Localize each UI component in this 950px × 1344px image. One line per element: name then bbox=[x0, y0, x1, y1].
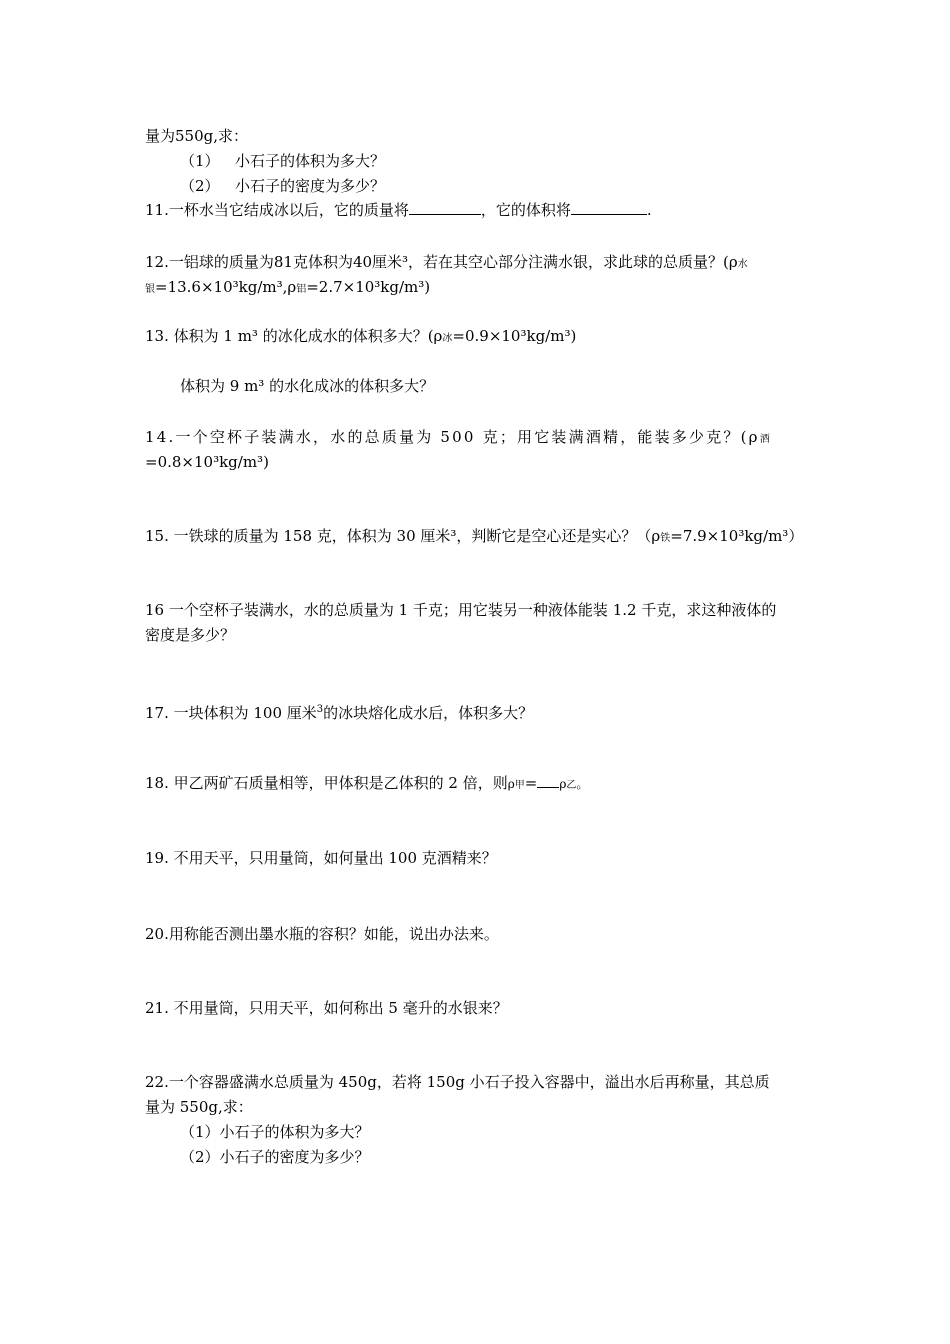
question-18-subscript-2: 乙 bbox=[566, 780, 577, 791]
question-16-line-1: 16 一个空杯子装满水，水的总质量为 1 千克；用它装另一种液体能装 1.2 千克，求这种液体的 bbox=[145, 601, 777, 619]
question-11 bbox=[145, 200, 652, 220]
question-17-text-b: 的冰块熔化成水后，体积多大？ bbox=[323, 704, 534, 722]
question-12-value-a: =13.6×10³kg/m³,ρ bbox=[155, 278, 297, 296]
question-12-subscript-2: 银 bbox=[145, 284, 155, 295]
subquestion-1-text: 小石子的体积为多大？ bbox=[235, 152, 386, 170]
question-16-line-2: 密度是多少？ bbox=[145, 626, 236, 644]
question-11-text-b: ，它的体积将 bbox=[480, 201, 571, 219]
question-18-text: 18. 甲乙两矿石质量相等，甲体积是乙体积的 2 倍，则 bbox=[145, 774, 508, 792]
question-11-text-c: . bbox=[646, 201, 652, 219]
question-22-line-1: 22.一个容器盛满水总质量为 450g，若将 150g 小石子投入容器中，溢出水后再称量，其总质 bbox=[145, 1073, 770, 1091]
question-21: 21. 不用量筒，只用天平，如何称出 5 毫升的水银来？ bbox=[145, 999, 508, 1017]
question-13-text: 13. 体积为 1 m³ 的冰化成水的体积多大？(ρ bbox=[145, 327, 443, 345]
question-13 bbox=[145, 326, 576, 349]
question-12-line-1 bbox=[145, 252, 748, 275]
question-12-text: 12.一铝球的质量为81克体积为40厘米³，若在其空心部分注满水银，求此球的总质量？(ρ bbox=[145, 253, 738, 271]
question-18 bbox=[145, 773, 588, 796]
question-15 bbox=[145, 526, 803, 549]
answer-blank-3[interactable] bbox=[537, 773, 559, 788]
rho-symbol-2: ρ bbox=[559, 777, 567, 791]
question-20: 20.用称能否测出墨水瓶的容积？如能，说出办法来。 bbox=[145, 925, 499, 943]
answer-blank-2[interactable] bbox=[571, 200, 647, 215]
question-15-subscript: 铁 bbox=[660, 533, 671, 544]
question-13-subscript: 冰 bbox=[442, 333, 453, 344]
question-17-superscript: 3 bbox=[316, 704, 324, 715]
question-15-value: =7.9×10³kg/m³） bbox=[670, 527, 804, 545]
question-12-value-b: =2.7×10³kg/m³) bbox=[306, 278, 431, 296]
question-18-end: 。 bbox=[576, 777, 589, 791]
question-13-part-2: 体积为 9 m³ 的水化成冰的体积多大？ bbox=[180, 377, 435, 395]
question-12-line-2 bbox=[145, 277, 430, 300]
subquestion-1 bbox=[180, 151, 385, 171]
question-15-text: 15. 一铁球的质量为 158 克，体积为 30 厘米³，判断它是空心还是实心？（ρ bbox=[145, 527, 661, 545]
equals-sign: = bbox=[524, 774, 538, 792]
question-12-subscript: 水 bbox=[737, 259, 748, 270]
question-17 bbox=[145, 700, 533, 723]
answer-blank-1[interactable] bbox=[409, 200, 481, 215]
question-14-text: 14.一个空杯子装满水，水的总质量为 500 克；用它装满酒精，能装多少克？(ρ bbox=[145, 428, 760, 446]
question-13-value: =0.9×10³kg/m³) bbox=[452, 327, 577, 345]
subquestion-2-number: （2） bbox=[180, 177, 220, 195]
question-22-line-2: 量为 550g,求： bbox=[145, 1098, 253, 1116]
question-19: 19. 不用天平，只用量筒，如何量出 100 克酒精来？ bbox=[145, 849, 497, 867]
question-14-line-2: =0.8×10³kg/m³) bbox=[145, 453, 269, 471]
question-14-subscript: 酒 bbox=[759, 434, 772, 445]
question-14-line-1 bbox=[145, 427, 772, 450]
question-11-text-a: 11.一杯水当它结成冰以后，它的质量将 bbox=[145, 201, 409, 219]
question-17-text-a: 17. 一块体积为 100 厘米 bbox=[145, 704, 317, 722]
subquestion-2 bbox=[180, 176, 385, 196]
question-18-subscript-1: 甲 bbox=[514, 780, 525, 791]
subquestion-1-number: （1） bbox=[180, 152, 220, 170]
question-22-sub-1: （1）小石子的体积为多大？ bbox=[180, 1123, 370, 1141]
continued-text: 量为550g,求： bbox=[145, 127, 249, 145]
question-12-subscript-3: 铝 bbox=[296, 284, 307, 295]
question-22-sub-2: （2）小石子的密度为多少？ bbox=[180, 1148, 370, 1166]
subquestion-2-text: 小石子的密度为多少？ bbox=[235, 177, 386, 195]
rho-symbol-1: ρ bbox=[507, 777, 515, 791]
